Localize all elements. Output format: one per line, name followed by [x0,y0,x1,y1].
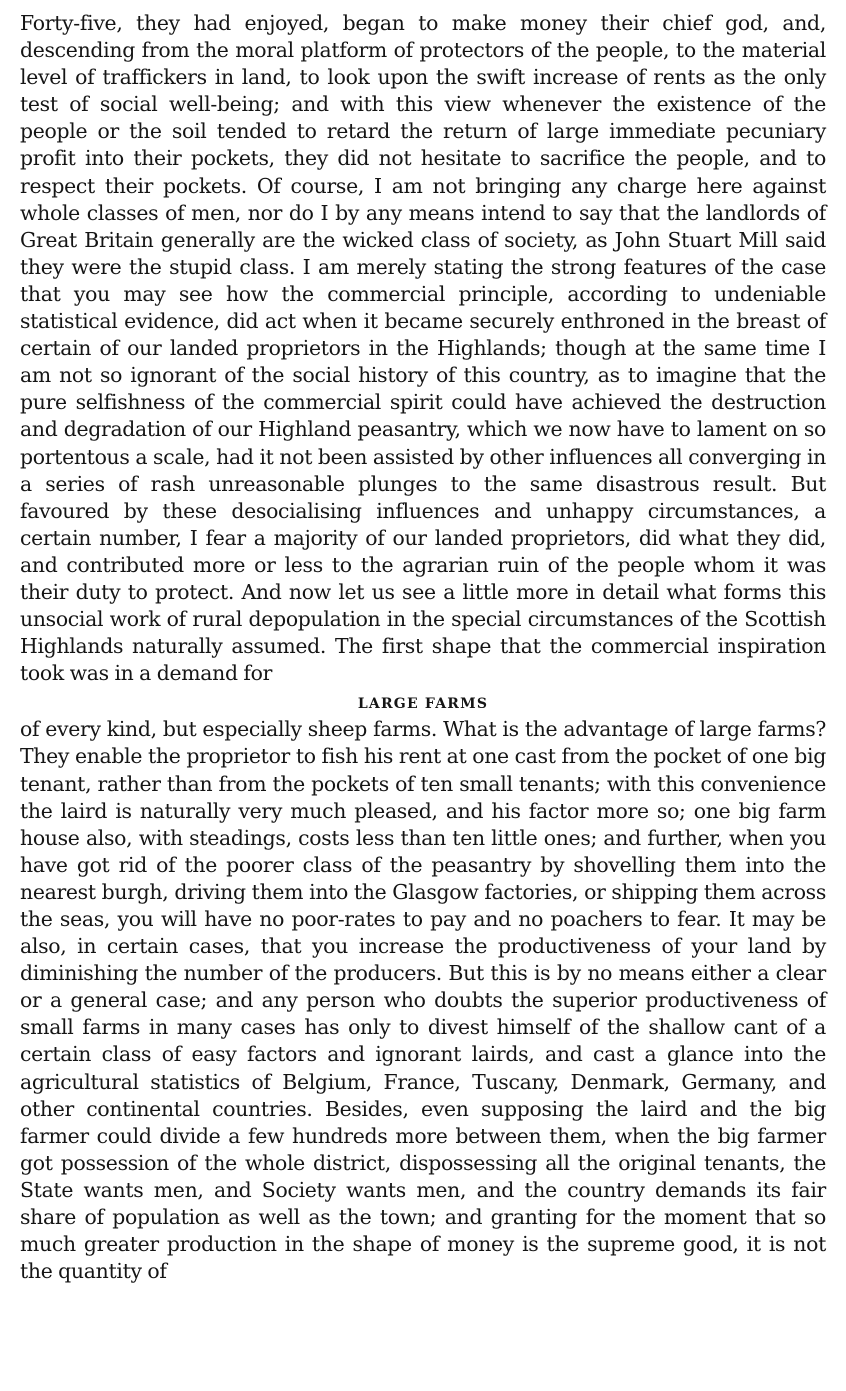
paragraph-1: Forty-five, they had enjoyed, began to make money their chief god, and, descending from the moral platform of protectors of the people, to the material level of traffickers in land, to look upon the swift increase of rents as the only test of social well-being; and with this view whenever the existence of the people or the soil tended to retard the return of large immediate pecuniary profit into their pockets, they did not hesitate to sacrifice the people, and to respect their pockets. Of course, I am not bringing any charge here against whole classes of men, nor do I by any means intend to say that the landlords of Great Britain generally are the wicked class of society, as John Stuart Mill said they were the stupid class. I am merely stating the strong features of the case that you may see how the commercial principle, according to undeniable statistical evidence, did act when it became securely enthroned in the breast of certain of our landed proprietors in the Highlands; though at the same time I am not so ignorant of the social history of this country, as to imagine that the pure selfishness of the commercial spirit could have achieved the destruction and degradation of our Highland peasantry, which we now have to lament on so portentous a scale, had it not been assisted by other influences all converging in a series of rash unreasonable plunges to the same disastrous result. But favoured by these desocialising influences and unhappy circumstances, a certain number, I fear a majority of our landed proprietors, did what they did, and contributed more or less to the agrarian ruin of the people whom it was their duty to protect. And now let us see a little more in detail what forms this unsocial work of rural depopulation in the special circumstances of the Scottish Highlands naturally assumed. The first shape that the commercial inspiration took was in a demand for [20,11,826,686]
section-heading: LARGE FARMS [357,696,489,713]
paragraph-2: of every kind, but especially sheep farms. What is the advantage of large farms? They enable the proprietor to fish his rent at one cast from the pocket of one big tenant, rather than from the pockets of ten small tenants; with this convenience the laird is naturally very much pleased, and his factor more so; one big farm house also, with steadings, costs less than ten little ones; and further, when you have got rid of the poorer class of the peasantry by shovelling them into the nearest burgh, driving them into the Glasgow factories, or shipping them across the seas, you will have no poor-rates to pay and no poachers to fear. It may be also, in certain cases, that you increase the productiveness of your land by diminishing the number of the producers. But this is by no means either a clear or a general case; and any person who doubts the superior productiveness of small farms in many cases has only to divest himself of the shallow cant of a certain class of easy factors and ignorant lairds, and cast a glance into the agricultural statistics of Belgium, France, Tuscany, Denmark, Germany, and other continental countries. Besides, even supposing the laird and the big farmer could divide a few hundreds more between them, when the big farmer got possession of the whole district, dispossessing all the original tenants, the State wants men, and Society wants men, and the country demands its fair share of population as well as the town; and granting for the moment that so much greater production in the shape of money is the supreme good, it is not the quantity of [20,717,826,1284]
